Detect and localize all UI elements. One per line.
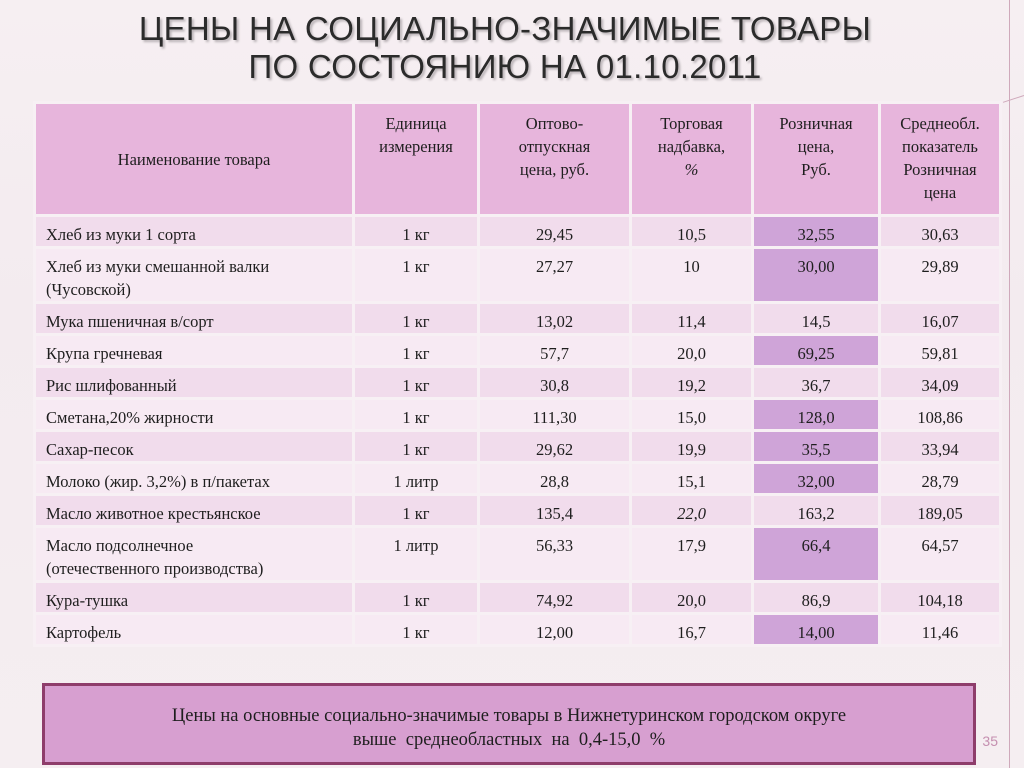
summary-box bbox=[42, 683, 976, 765]
cell-line: (Чусовской) bbox=[46, 280, 131, 299]
table-row bbox=[35, 495, 1001, 527]
cell-wholesale: 56,33 bbox=[479, 527, 631, 582]
cell-regional: 28,79 bbox=[880, 463, 1001, 495]
cell-unit: 1 кг bbox=[354, 431, 479, 463]
cell-unit: 1 литр bbox=[354, 463, 479, 495]
decorative-diagonal-line bbox=[1003, 95, 1024, 103]
cell-product-name bbox=[35, 431, 354, 463]
header-line: Наименование товара bbox=[117, 149, 271, 169]
cell-regional: 29,89 bbox=[880, 248, 1001, 303]
cell-retail: 36,7 bbox=[753, 367, 880, 399]
cell-unit: 1 кг bbox=[354, 248, 479, 303]
cell-product-name bbox=[35, 248, 354, 303]
cell-retail: 86,9 bbox=[753, 582, 880, 614]
cell-wholesale: 74,92 bbox=[479, 582, 631, 614]
cell-markup: 20,0 bbox=[631, 582, 753, 614]
header-wholesale-price bbox=[479, 103, 631, 216]
table-row bbox=[35, 463, 1001, 495]
header-product-name bbox=[35, 103, 354, 216]
table-row bbox=[35, 614, 1001, 646]
header-line: Оптово- bbox=[525, 114, 584, 133]
table-row bbox=[35, 367, 1001, 399]
cell-regional: 59,81 bbox=[880, 335, 1001, 367]
header-line: цена bbox=[923, 183, 957, 202]
cell-markup: 16,7 bbox=[631, 614, 753, 646]
cell-markup: 10,5 bbox=[631, 216, 753, 248]
table-row bbox=[35, 335, 1001, 367]
header-line: показатель bbox=[902, 137, 978, 156]
cell-line: Масло подсолнечное bbox=[46, 536, 194, 555]
cell-product-name bbox=[35, 463, 354, 495]
cell-retail: 35,5 bbox=[753, 431, 880, 463]
cell-markup: 22,0 bbox=[631, 495, 753, 527]
summary-line-2: выше среднеобластных на 0,4-15,0 % bbox=[352, 730, 666, 750]
cell-retail: 32,55 bbox=[753, 216, 880, 248]
cell-regional: 30,63 bbox=[880, 216, 1001, 248]
table-row bbox=[35, 431, 1001, 463]
cell-retail: 32,00 bbox=[753, 463, 880, 495]
table-row bbox=[35, 216, 1001, 248]
cell-markup: 19,2 bbox=[631, 367, 753, 399]
cell-retail: 69,25 bbox=[753, 335, 880, 367]
header-line: Розничная bbox=[779, 114, 853, 133]
cell-product-name bbox=[35, 216, 354, 248]
cell-product-name bbox=[35, 335, 354, 367]
header-line: Единица bbox=[385, 114, 447, 133]
cell-unit: 1 кг bbox=[354, 614, 479, 646]
price-table bbox=[33, 101, 1002, 647]
cell-wholesale: 57,7 bbox=[479, 335, 631, 367]
header-line: надбавка, bbox=[657, 137, 726, 156]
cell-product-name bbox=[35, 303, 354, 335]
header-line: Розничная bbox=[903, 160, 977, 179]
cell-markup: 15,0 bbox=[631, 399, 753, 431]
slide-title bbox=[0, 10, 1010, 86]
decorative-side-line bbox=[1009, 0, 1010, 768]
cell-line: Мука пшеничная в/сорт bbox=[46, 312, 214, 331]
cell-line: Сметана,20% жирности bbox=[46, 408, 214, 427]
cell-wholesale: 111,30 bbox=[479, 399, 631, 431]
cell-line: Молоко (жир. 3,2%) в п/пакетах bbox=[46, 472, 270, 491]
cell-regional: 16,07 bbox=[880, 303, 1001, 335]
cell-line: (отечественного производства) bbox=[46, 559, 264, 578]
cell-product-name bbox=[35, 495, 354, 527]
table-row bbox=[35, 399, 1001, 431]
table-row bbox=[35, 303, 1001, 335]
cell-regional: 104,18 bbox=[880, 582, 1001, 614]
cell-retail: 14,00 bbox=[753, 614, 880, 646]
cell-wholesale: 13,02 bbox=[479, 303, 631, 335]
header-regional-average bbox=[880, 103, 1001, 216]
cell-line: Картофель bbox=[46, 623, 122, 642]
header-line: цена, bbox=[797, 137, 835, 156]
cell-markup: 17,9 bbox=[631, 527, 753, 582]
cell-wholesale: 12,00 bbox=[479, 614, 631, 646]
table-row bbox=[35, 527, 1001, 582]
header-line: % bbox=[684, 160, 699, 179]
title-line-1: ЦЕНЫ НА СОЦИАЛЬНО-ЗНАЧИМЫЕ ТОВАРЫ bbox=[138, 10, 872, 47]
cell-unit: 1 кг bbox=[354, 399, 479, 431]
cell-unit: 1 кг bbox=[354, 495, 479, 527]
header-trade-markup bbox=[631, 103, 753, 216]
cell-unit: 1 кг bbox=[354, 216, 479, 248]
cell-retail: 163,2 bbox=[753, 495, 880, 527]
cell-product-name bbox=[35, 582, 354, 614]
cell-unit: 1 кг bbox=[354, 303, 479, 335]
cell-line: Сахар-песок bbox=[46, 440, 134, 459]
cell-retail: 14,5 bbox=[753, 303, 880, 335]
cell-product-name bbox=[35, 367, 354, 399]
cell-wholesale: 30,8 bbox=[479, 367, 631, 399]
cell-wholesale: 29,45 bbox=[479, 216, 631, 248]
header-line: цена, руб. bbox=[519, 160, 590, 179]
cell-retail: 66,4 bbox=[753, 527, 880, 582]
cell-markup: 20,0 bbox=[631, 335, 753, 367]
cell-regional: 11,46 bbox=[880, 614, 1001, 646]
header-line: Торговая bbox=[660, 114, 723, 133]
table-row bbox=[35, 582, 1001, 614]
summary-line-1: Цены на основные социально-значимые товары в Нижнетуринском городском округе bbox=[171, 706, 847, 726]
header-line: Среднеобл. bbox=[900, 114, 980, 133]
cell-retail: 128,0 bbox=[753, 399, 880, 431]
cell-unit: 1 кг bbox=[354, 335, 479, 367]
header-line: отпускная bbox=[518, 137, 591, 156]
cell-line: Масло животное крестьянское bbox=[46, 504, 261, 523]
cell-markup: 11,4 bbox=[631, 303, 753, 335]
cell-retail: 30,00 bbox=[753, 248, 880, 303]
header-unit bbox=[354, 103, 479, 216]
cell-wholesale: 135,4 bbox=[479, 495, 631, 527]
table-header-row bbox=[35, 103, 1001, 216]
cell-product-name bbox=[35, 527, 354, 582]
header-line: измерения bbox=[379, 137, 453, 156]
cell-line: Рис шлифованный bbox=[46, 376, 177, 395]
cell-regional: 64,57 bbox=[880, 527, 1001, 582]
cell-wholesale: 27,27 bbox=[479, 248, 631, 303]
title-line-2: ПО СОСТОЯНИЮ НА 01.10.2011 bbox=[248, 48, 762, 85]
cell-line: Хлеб из муки смешанной валки bbox=[46, 257, 270, 276]
cell-markup: 15,1 bbox=[631, 463, 753, 495]
cell-wholesale: 28,8 bbox=[479, 463, 631, 495]
cell-markup: 19,9 bbox=[631, 431, 753, 463]
page-number: 35 bbox=[982, 733, 998, 749]
cell-product-name bbox=[35, 614, 354, 646]
cell-line: Хлеб из муки 1 сорта bbox=[46, 225, 196, 244]
cell-markup: 10 bbox=[631, 248, 753, 303]
cell-regional: 33,94 bbox=[880, 431, 1001, 463]
cell-regional: 108,86 bbox=[880, 399, 1001, 431]
cell-wholesale: 29,62 bbox=[479, 431, 631, 463]
cell-product-name bbox=[35, 399, 354, 431]
cell-line: Крупа гречневая bbox=[46, 344, 163, 363]
cell-unit: 1 кг bbox=[354, 582, 479, 614]
cell-unit: 1 литр bbox=[354, 527, 479, 582]
cell-regional: 189,05 bbox=[880, 495, 1001, 527]
header-line: Руб. bbox=[801, 160, 831, 179]
cell-unit: 1 кг bbox=[354, 367, 479, 399]
cell-line: Кура-тушка bbox=[46, 591, 129, 610]
cell-regional: 34,09 bbox=[880, 367, 1001, 399]
header-retail-price bbox=[753, 103, 880, 216]
table-row bbox=[35, 248, 1001, 303]
